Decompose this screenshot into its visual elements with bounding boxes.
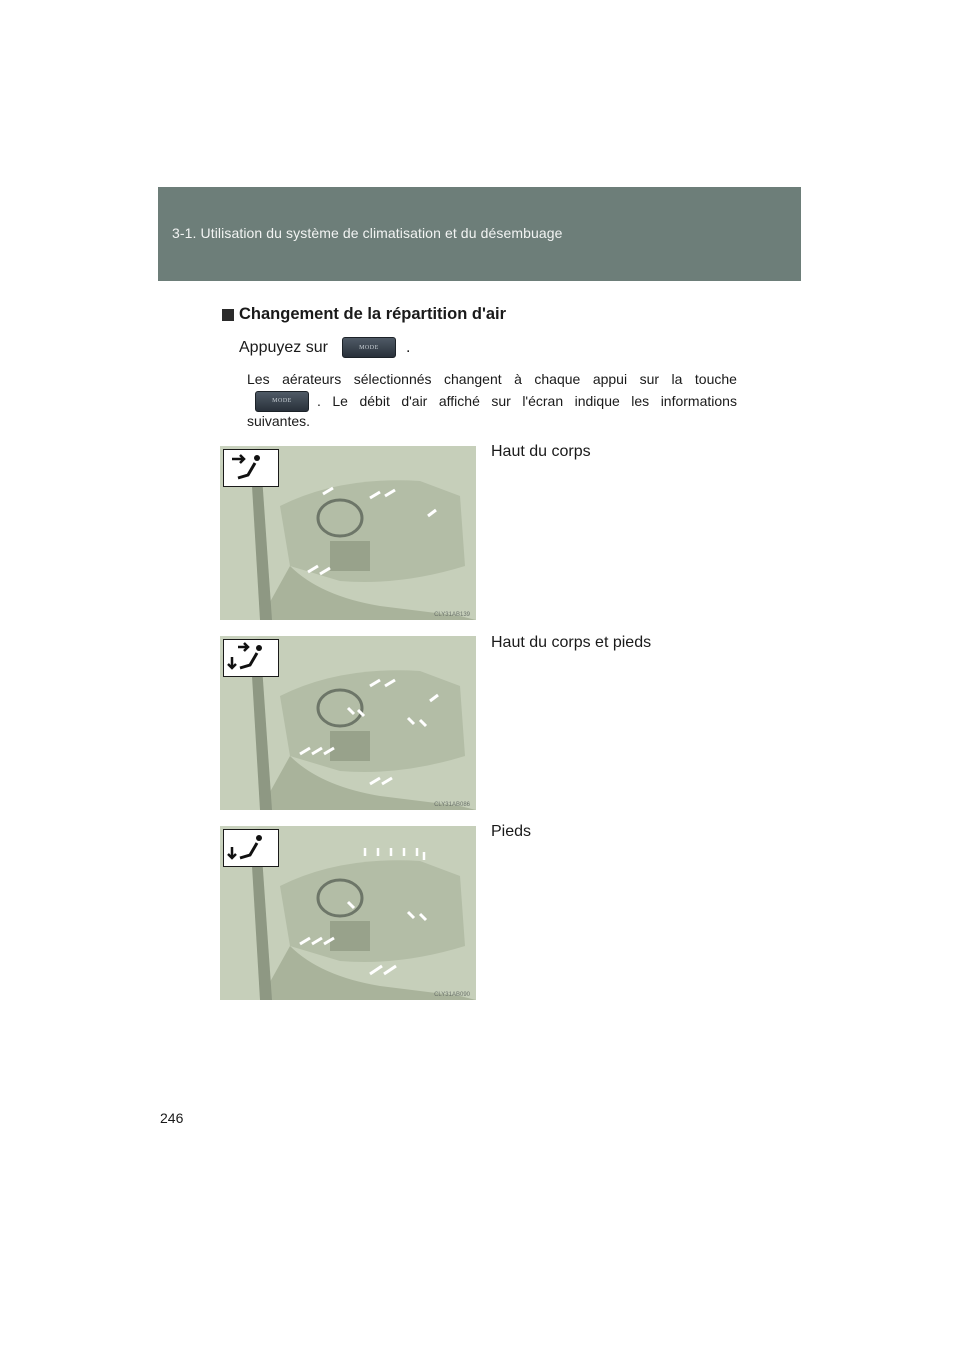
figure-bi-level: [220, 636, 476, 810]
upper-body-vent-icon: [223, 449, 279, 487]
word: la: [671, 371, 683, 387]
instruction: [239, 337, 410, 358]
word: à: [514, 371, 522, 387]
page-number: 246: [160, 1110, 184, 1126]
word: d'air: [401, 393, 428, 409]
word: Le: [332, 393, 348, 409]
word: l'écran: [522, 393, 564, 409]
description: [247, 368, 737, 430]
word: les: [631, 393, 650, 409]
feet-vent-icon: [223, 829, 279, 867]
section-title-text: Changement de la répartition d'air: [239, 305, 507, 323]
mode-button: [342, 337, 396, 358]
word: .: [317, 393, 321, 409]
mode-button-inline-label: MODE: [272, 398, 292, 404]
figure-upper-body: [220, 446, 476, 620]
figure-code: CLY31AB139: [434, 612, 470, 618]
word: Les: [247, 371, 270, 387]
square-bullet-icon: [222, 309, 234, 321]
bi-level-vent-icon: [223, 639, 279, 677]
instruction-prefix: Appuyez sur: [239, 338, 328, 356]
description-line-2: [247, 390, 737, 412]
description-line-1: [247, 368, 737, 390]
description-line-3: suivantes.: [247, 413, 311, 429]
word: sur: [491, 393, 511, 409]
word: changent: [444, 371, 502, 387]
word: indique: [574, 393, 620, 409]
word: affiché: [438, 393, 480, 409]
mode-button-label: MODE: [359, 344, 379, 351]
word: sur: [639, 371, 660, 387]
word: sélectionnés: [353, 371, 432, 387]
mode-button-inline: [255, 391, 309, 412]
section-title: [222, 305, 506, 324]
word: aérateurs: [282, 371, 342, 387]
caption-bi-level: Haut du corps et pieds: [491, 634, 652, 651]
word: débit: [359, 393, 390, 409]
figure-code: CLY31AB086: [434, 802, 470, 808]
figure-code: CLY31AB090: [434, 992, 470, 998]
figure-feet: [220, 826, 476, 1000]
caption-upper-body: Haut du corps: [491, 443, 591, 460]
caption-feet: Pieds: [491, 823, 532, 840]
instruction-suffix: .: [405, 338, 411, 356]
word: chaque: [534, 371, 581, 387]
word: appui: [592, 371, 628, 387]
word: informations: [660, 393, 737, 409]
chapter-title: 3-1. Utilisation du système de climatisation et du désembuage: [172, 225, 563, 241]
description-line-2-text: [309, 390, 737, 412]
chapter-header: [158, 187, 801, 281]
word: touche: [694, 371, 737, 387]
